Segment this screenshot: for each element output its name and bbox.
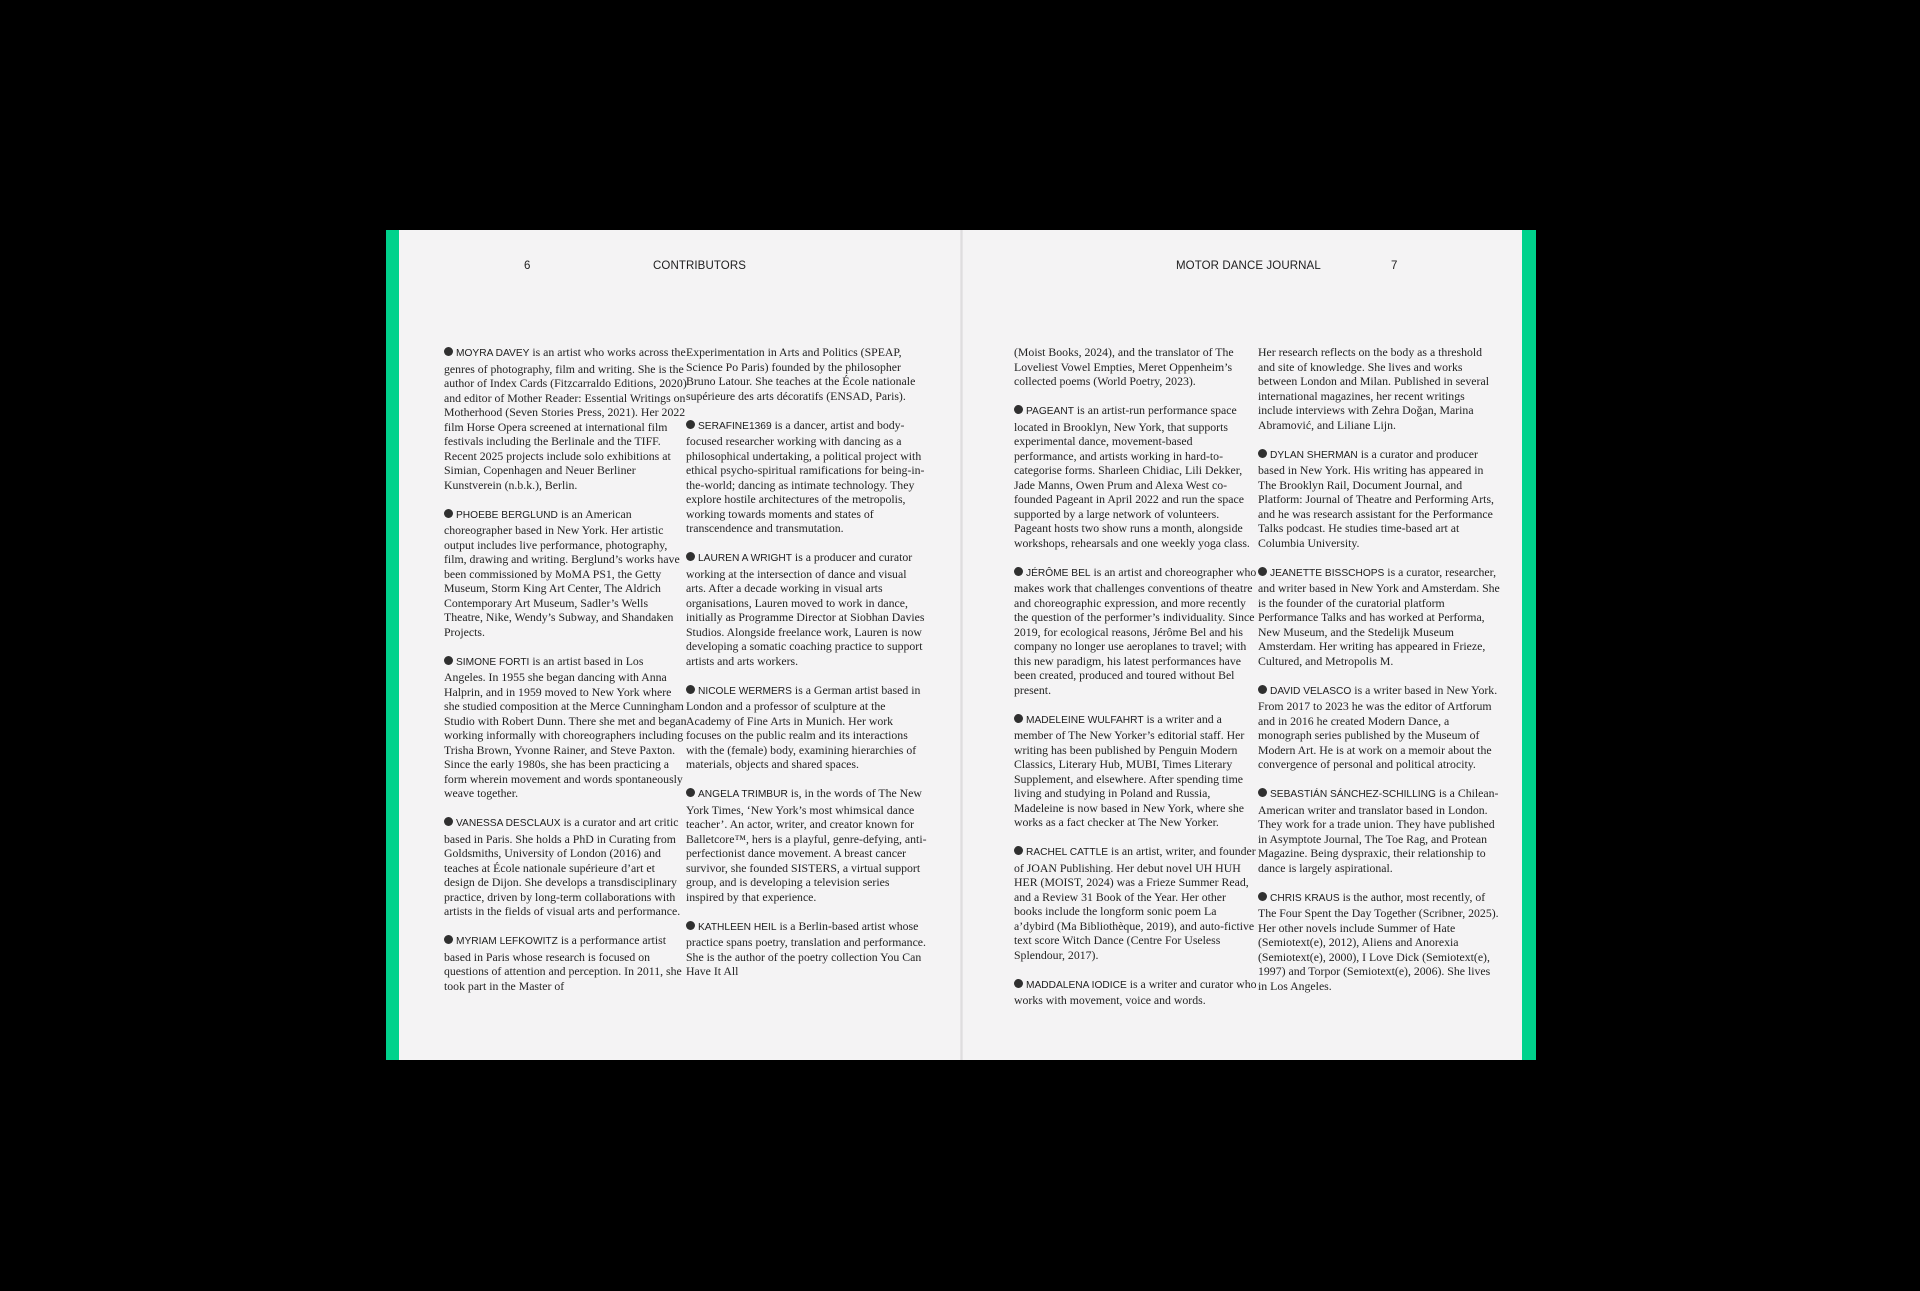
bullet-dot-icon	[1014, 714, 1023, 723]
bullet-dot-icon	[686, 552, 695, 561]
contributor-bio: is a Chilean-American writer and translator based in London. They work for a trade union. They have published in Asymptote Journal, The Toe Rag, and Protean Magazine. Being dyspraxic, their relationship to dance is largely aspirational.	[1258, 786, 1499, 875]
bullet-dot-icon	[444, 935, 453, 944]
contributor-bio: is a writer based in New York. From 2017 to 2023 he was the editor of Artforum and in 2016 he created Modern Dance, a monograph series published by the Museum of Modern Art. He is at work on a memoir about the convergence of personal and political atrocity.	[1258, 682, 1498, 771]
contributor-name: MADDALENA IODICE	[1026, 979, 1127, 991]
contributor-bio: is a curator and producer based in New York. His writing has appeared in The Brooklyn Rail, Document Journal, and Platform: Journal of Theatre and Performing Arts, and he was research assistant for the Performance Talks podcast. He studies time-based art at Columbia University.	[1258, 446, 1494, 550]
bullet-dot-icon	[1014, 405, 1023, 414]
contributor-bio: is a curator and art critic based in Paris. She holds a PhD in Curating from Goldsmiths, University of London (2016) and teaches at École nationale supérieure d’art et design de Dijon. She develops a transdisciplinary practice, driven by long-term collaborations with artists in the fields of visual arts and performance.	[444, 815, 681, 918]
contributor-name: JÉRÔME BEL	[1026, 567, 1091, 579]
contributor-name: CHRIS KRAUS	[1270, 892, 1340, 904]
contributor-entry	[686, 683, 929, 772]
column-2	[686, 345, 929, 1025]
contributor-name: PAGEANT	[1026, 406, 1074, 417]
contributor-bio: is an artist, writer, and founder of JOAN Publishing. Her debut novel UH HUH HER (MOIST, 2024) was a Frieze Summer Read, and a Review 31 Book of the Year. Her other books include the longform sonic poem La a’dybird (Ma Bibliothèque, 2019), and auto-fictive text score Witch Dance (Centre For Useless Splendour, 2017).	[1014, 844, 1256, 962]
contributor-entry-continued	[1014, 345, 1257, 389]
bullet-dot-icon	[1258, 449, 1267, 458]
contributor-name: DYLAN SHERMAN	[1270, 449, 1358, 461]
contributor-entry	[686, 919, 929, 979]
bullet-dot-icon	[1258, 892, 1267, 901]
contributor-bio: is, in the words of The New York Times, ‘New York’s most whimsical dance teacher’. An actor, writer, and creator known for Balletcore™, hers is a playful, genre-defying, anti-perfectionist dance movement. A breast cancer survivor, she founded SISTERS, a virtual support group, and is developing a television series inspired by that experience.	[686, 786, 927, 904]
contributor-bio: is a Berlin-based artist whose practice spans poetry, translation and performance. She is the author of the poetry collection You Can Have It All	[686, 918, 926, 978]
contributor-bio: is an artist based in Los Angeles. In 1955 she began dancing with Anna Halprin, and in 1959 moved to New York where she studied composition at the Merce Cunningham Studio with Robert Dunn. There she met and began working informally with choreographers including Trisha Brown, Yvonne Rainer, and Steve Paxton. Since the early 1980s, she has been practicing a form wherein movement and words spontaneously weave together.	[444, 653, 687, 800]
bullet-dot-icon	[686, 420, 695, 429]
contributor-bio: (Moist Books, 2024), and the translator of The Loveliest Vowel Empties, Meret Oppenheim’s collected poems (World Poetry, 2023).	[1014, 345, 1234, 388]
left-page-number: 6	[524, 260, 531, 272]
contributor-entry	[1258, 683, 1501, 772]
contributor-entry	[444, 933, 687, 993]
contributor-entry	[1014, 565, 1257, 698]
contributor-bio: is a dancer, artist and body-focused researcher working with dancing as a philosophical undertaking, a political project with ethical psycho-spiritual ramifications for being-in-the-world; dancing as intimate technology. They explore hostile architectures of the metropolis, working towards moments and states of transcendence and transmutation.	[686, 417, 925, 535]
bullet-dot-icon	[444, 656, 453, 665]
contributor-name: SIMONE FORTI	[456, 656, 530, 668]
contributor-name: JEANETTE BISSCHOPS	[1270, 567, 1385, 579]
contributor-bio: is an artist and choreographer who makes work that challenges conventions of theatre and choreographic expression, and more recently the question of the performer’s individuality. Since 2019, for ecological reasons, Jérôme Bel and his company no longer use aeroplanes to travel; with this new paradigm, his latest performances have been created, produced and toured without Bel present.	[1014, 564, 1257, 697]
bullet-dot-icon	[1258, 685, 1267, 694]
contributor-bio: is an American choreographer based in New York. Her artistic output includes live performance, photography, film, drawing and writing. Berglund’s works have been commissioned by MoMA PS1, the Getty Museum, Storm King Art Center, The Aldrich Contemporary Art Museum, Sadler’s Wells Theatre, Nike, Wendy’s Subway, and Shandaken Projects.	[444, 506, 680, 639]
contributor-entry	[686, 550, 929, 668]
contributor-name: MOYRA DAVEY	[456, 348, 530, 359]
contributor-entry	[444, 654, 687, 801]
contributor-bio: is an artist who works across the genres of photography, film and writing. She is the author of Index Cards (Fitzcarraldo Editions, 2020) and editor of Mother Reader: Essential Writings on Motherhood (Seven Stories Press, 2021). Her 2022 film Horse Opera screened at international film festivals including the Berlinale and the TIFF. Recent 2025 projects include solo exhibitions at Simian, Copenhagen and Neuer Berliner Kunstverein (n.b.k.), Berlin.	[444, 345, 687, 492]
contributor-entry	[1014, 844, 1257, 962]
contributor-entry	[686, 418, 929, 536]
bullet-dot-icon	[686, 788, 695, 797]
contributor-bio: is a German artist based in London and a professor of sculpture at the Academy of Fine Arts in Munich. Her work focuses on the public realm and its interactions with the (female) body, examining hierarchies of materials, objects and shared spaces.	[686, 682, 921, 771]
contributor-name: MYRIAM LEFKOWITZ	[456, 936, 558, 947]
contributor-entry	[1014, 712, 1257, 830]
bullet-dot-icon	[1014, 846, 1023, 855]
contributor-bio: Her research reflects on the body as a threshold and site of knowledge. She lives and works between London and Milan. Published in several international magazines, her recent writings include interviews with Zehra Doğan, Marina Abramović, and Liliane Lijn.	[1258, 345, 1489, 432]
contributor-entry	[1258, 565, 1501, 669]
bullet-dot-icon	[1014, 979, 1023, 988]
bullet-dot-icon	[1014, 567, 1023, 576]
contributor-name: MADELEINE WULFAHRT	[1026, 714, 1144, 726]
contributor-entry	[444, 815, 687, 919]
bullet-dot-icon	[444, 817, 453, 826]
bullet-dot-icon	[686, 685, 695, 694]
bullet-dot-icon	[686, 921, 695, 930]
contributor-bio: is an artist-run performance space located in Brooklyn, New York, that supports experimental dance, movement-based performance, and artists working in hard-to-categorise forms. Sharleen Chidiac, Lili Dekker, Jade Manns, Owen Prum and Alexa West co-founded Pageant in April 2022 and run the space supported by a large network of volunteers. Pageant hosts two show runs a month, alongside workshops, rehearsals and one weekly yoga class.	[1014, 403, 1250, 550]
contributor-bio: is a writer and a member of The New Yorker’s editorial staff. Her writing has been published by Penguin Modern Classics, Literary Hub, MUBI, Times Literary Supplement, and elsewhere. After spending time living and studying in Poland and Russia, Madeleine is now based in New York, where she works as a fact checker at The New Yorker.	[1014, 711, 1245, 829]
contributor-entry	[1014, 403, 1257, 550]
contributor-bio: is a writer and curator who works with movement, voice and words.	[1014, 976, 1257, 1007]
column-1	[444, 345, 687, 1025]
contributor-name: VANESSA DESCLAUX	[456, 818, 561, 829]
contributor-entry	[1014, 977, 1257, 1008]
contributor-entry	[444, 507, 687, 640]
right-page-number: 7	[1391, 260, 1398, 272]
contributor-name: DAVID VELASCO	[1270, 685, 1352, 697]
right-running-title: MOTOR DANCE JOURNAL	[1176, 260, 1321, 272]
contributor-bio: is a performance artist based in Paris whose research is focused on questions of attention and perception. In 2011, she took part in the Master of	[444, 933, 682, 993]
contributor-bio: is the author, most recently, of The Four Spent the Day Together (Scribner, 2025). Her other novels include Summer of Hate (Semiotext(e), 2012), Aliens and Anorexia (Semiotext(e), 2000), I Love Dick (Semiotext(e), 1997) and Torpor (Semiotext(e), 2006). She lives in Los Angeles.	[1258, 889, 1499, 993]
contributor-name: RACHEL CATTLE	[1026, 847, 1109, 858]
contributor-bio: is a curator, researcher, and writer based in New York and Amsterdam. She is the founder of the curatorial platform Performance Talks and has worked at Performa, New Museum, and the Stedelijk Museum Amsterdam. Her writing has appeared in Frieze, Cultured, and Metropolis M.	[1258, 564, 1500, 668]
contributor-name: NICOLE WERMERS	[698, 685, 792, 697]
contributor-entry-continued	[1258, 345, 1501, 432]
contributor-entry	[686, 786, 929, 904]
green-edge-right	[1522, 230, 1536, 1060]
contributor-name: ANGELA TRIMBUR	[698, 789, 788, 800]
contributor-entry	[1258, 447, 1501, 551]
contributor-entry-continued	[686, 345, 929, 403]
bullet-dot-icon	[1258, 567, 1267, 576]
contributor-name: KATHLEEN HEIL	[698, 921, 777, 933]
contributor-entry	[444, 345, 687, 492]
bullet-dot-icon	[444, 347, 453, 356]
contributor-entry	[1258, 786, 1501, 875]
contributor-name: PHOEBE BERGLUND	[456, 509, 558, 521]
contributor-name: SEBASTIÁN SÁNCHEZ-SCHILLING	[1270, 789, 1436, 800]
contributor-bio: is a producer and curator working at the intersection of dance and visual arts. After a decade working in visual arts organisations, Lauren moved to work in dance, initially as Programme Director at Siobhan Davies Studios. Alongside freelance work, Lauren is now developing a somatic coaching practice to support artists and arts workers.	[686, 550, 925, 668]
left-running-title: CONTRIBUTORS	[653, 260, 746, 272]
contributor-bio: Experimentation in Arts and Politics (SPEAP, Science Po Paris) founded by the philosopher Bruno Latour. She teaches at the École nationale supérieure des arts décoratifs (ENSAD, Paris).	[686, 345, 916, 403]
contributor-name: SERAFINE1369	[698, 420, 772, 432]
contributor-entry	[1258, 890, 1501, 994]
bullet-dot-icon	[1258, 788, 1267, 797]
bullet-dot-icon	[444, 509, 453, 518]
contributor-name: LAUREN A WRIGHT	[698, 553, 792, 564]
column-4	[1258, 345, 1501, 1025]
green-edge-left	[386, 230, 399, 1060]
book-gutter	[960, 230, 963, 1060]
column-3	[1014, 345, 1257, 1025]
